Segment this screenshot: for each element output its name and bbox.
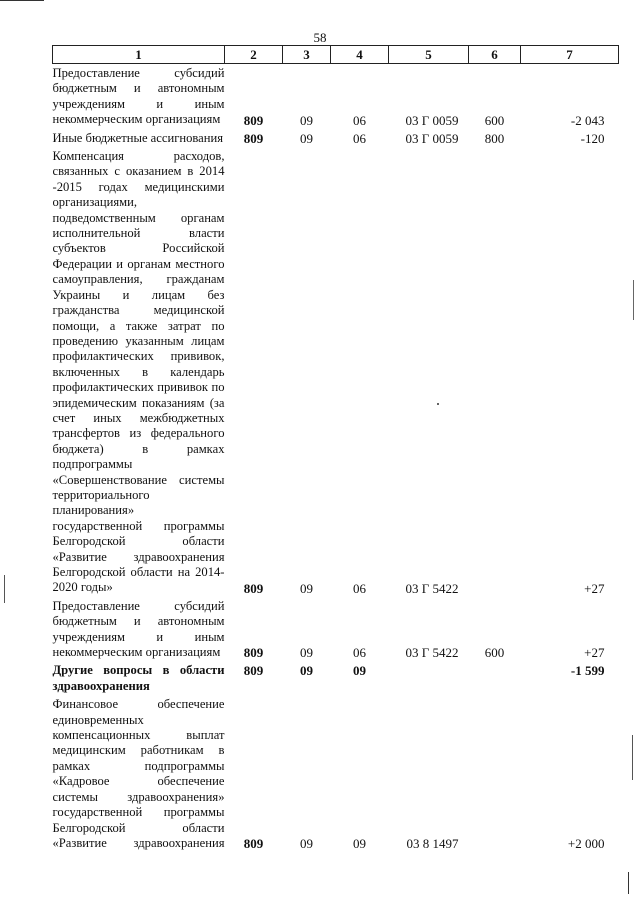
header-cell: 2 [225, 46, 283, 64]
table-row [53, 695, 619, 852]
header-cell: 6 [469, 46, 521, 64]
cell-target-article: 03 Г 5422 [405, 645, 459, 661]
scan-margin-mark [633, 280, 634, 320]
cell-ministry-code: 809 [243, 130, 264, 146]
cell-expense-type: 600 [484, 112, 505, 128]
table-row [53, 147, 619, 597]
cell-amount: -1 599 [570, 663, 605, 679]
row-description: Иные бюджетные ассигнования [52, 130, 224, 145]
cell-ministry-code: 809 [243, 112, 264, 128]
header-cell: 4 [331, 46, 389, 64]
row-description: Предоставление субсидий бюджетным и автономным учреждениям и иным некоммерческим организациям [52, 598, 225, 660]
table-row [53, 661, 619, 695]
cell-amount: +27 [584, 645, 605, 661]
scan-margin-mark [628, 872, 629, 894]
cell-expense-type: 800 [484, 130, 505, 146]
cell-expense-type [469, 695, 521, 852]
header-cell: 7 [521, 46, 619, 64]
cell-subsection: 09 [353, 663, 366, 679]
cell-ministry-code: 809 [243, 663, 264, 679]
cell-expense-type [469, 661, 521, 695]
cell-target-article: 03 Г 0059 [405, 112, 459, 128]
cell-target-article: 03 Г 0059 [405, 130, 459, 146]
cell-amount: -120 [580, 130, 605, 146]
row-description: Другие вопросы в области здравоохранения [52, 663, 225, 693]
cell-amount: +2 000 [567, 836, 605, 852]
cell-target-article: 03 Г 5422 [405, 580, 459, 596]
scan-margin-mark [632, 735, 633, 780]
cell-section: 09 [300, 580, 313, 596]
table-row [53, 597, 619, 662]
scan-margin-mark [4, 575, 5, 603]
header-cell: 5 [389, 46, 469, 64]
cell-subsection: 06 [353, 580, 366, 596]
cell-subsection: 06 [353, 112, 366, 128]
header-cell: 3 [283, 46, 331, 64]
cell-section: 09 [300, 130, 313, 146]
cell-ministry-code: 809 [243, 836, 264, 852]
cell-target-article [389, 661, 469, 695]
cell-ministry-code: 809 [243, 580, 264, 596]
cell-subsection: 06 [353, 645, 366, 661]
cell-ministry-code: 809 [243, 645, 264, 661]
table-row [53, 129, 619, 147]
row-description: Финансовое обеспечение единовременных компенсационных выплат медицинским работникам в рамках подпрограммы «Кадровое обеспечение системы здравоохранения» государственной программы Белгородской области «Развитие здравоохранения [52, 697, 225, 850]
cell-section: 09 [300, 645, 313, 661]
header-cell: 1 [53, 46, 225, 64]
cell-section: 09 [300, 663, 313, 679]
cell-target-article: 03 8 1497 [406, 836, 459, 852]
page-number: 58 [313, 30, 327, 45]
cell-subsection: 09 [353, 836, 366, 852]
cell-section: 09 [300, 836, 313, 852]
row-description: Предоставление субсидий бюджетным и автономным учреждениям и иным некоммерческим организациям [52, 66, 225, 127]
budget-table [52, 45, 619, 852]
cell-section: 09 [300, 112, 313, 128]
cell-subsection: 06 [353, 130, 366, 146]
table-row [53, 64, 619, 129]
row-description: Компенсация расходов, связанных с оказанием в 2014 -2015 годах медицинскими организациями, подведомственным органам исполнительной власти субъектов Российской Федерации и органам местного самоуправления, гражданам Украины и лицам без гражданства медицинской помощи, а также затрат по проведению указанным лицам профилактических прививок, включенных в календарь профилактических прививок по эпидемическим показаниям (за счет иных межбюджетных трансфертов из федерального бюджета) в рамках подпрограммы «Совершенствование системы территориального планирования» государственной программы Белгородской области «Развитие здравоохранения Белгородской области на 2014-2020 годы» [52, 149, 225, 595]
cell-expense-type: 600 [484, 645, 505, 661]
cell-expense-type [469, 147, 521, 597]
table-header-row [53, 46, 619, 64]
cell-amount: +27 [584, 580, 605, 596]
corner-mark [0, 0, 44, 1]
cell-amount: -2 043 [570, 112, 605, 128]
